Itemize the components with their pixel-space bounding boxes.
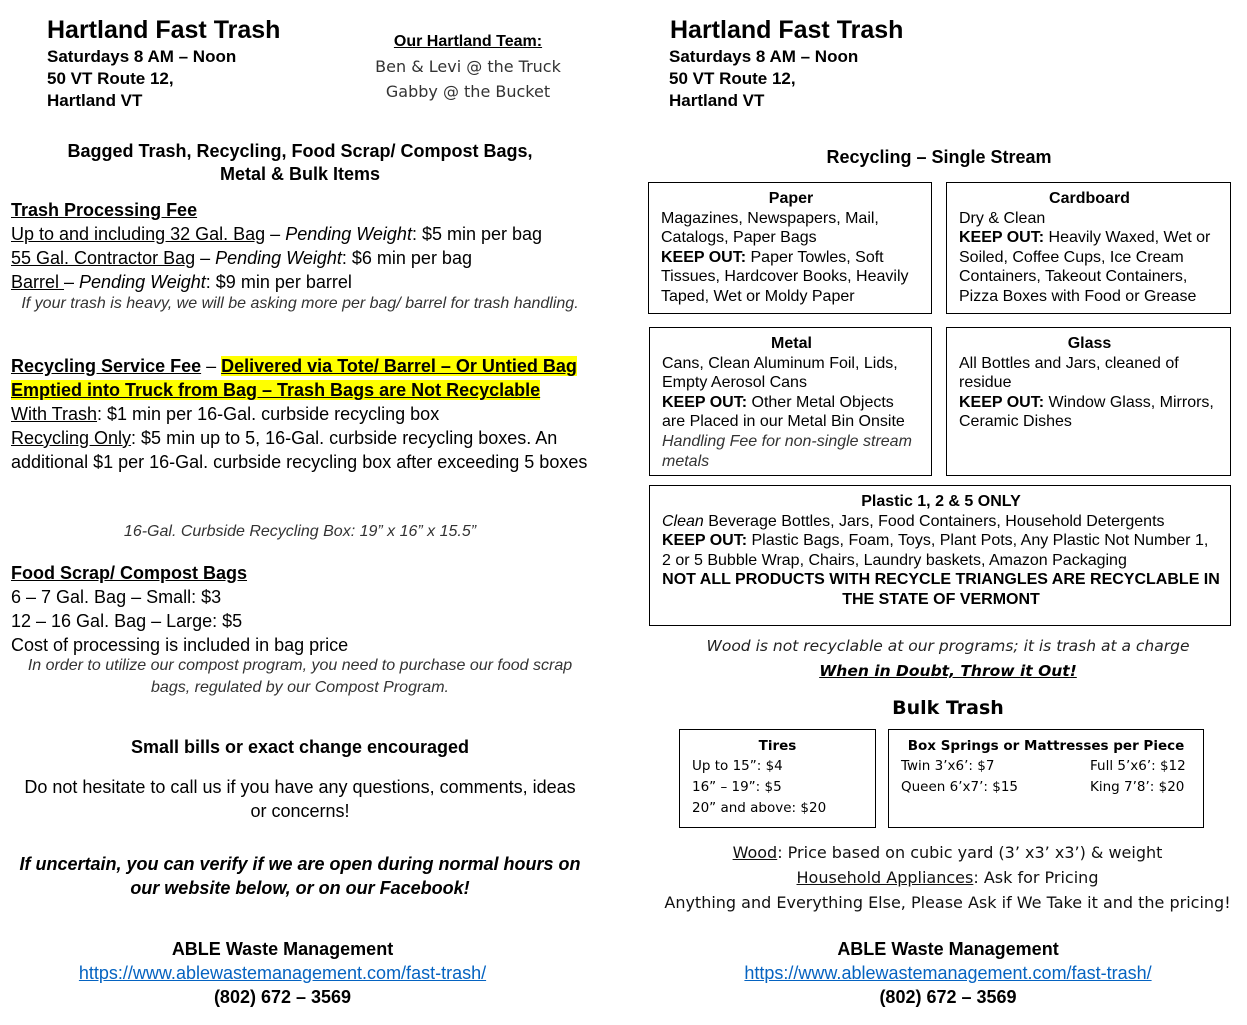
trash-row-price: : $5 min per bag [411,224,543,244]
call-us-text: Do not hesitate to call us if you have any questions, comments, ideas or concerns! [24,777,576,821]
metal-title: Metal [771,335,812,352]
keep-out-label: KEEP OUT: [662,393,748,411]
keep-out-label: KEEP OUT: [662,532,748,550]
wood-label: Wood [732,843,778,862]
dash: – [64,272,80,292]
recycling-box-size-note: 16-Gal. Curbside Recycling Box: 19” x 16” x 15.5” [123,523,477,540]
left-address-line1: 50 VT Route 12, [47,69,174,88]
paper-accept: Magazines, Newspapers, Mail, Catalogs, Paper Bags [661,209,879,247]
metal-note: Handling Fee for non-single stream metals [662,432,912,470]
keep-out-label: KEEP OUT: [661,248,747,266]
metal-box [649,327,932,476]
metal-keep-out [662,393,921,432]
recycling-only-text: : $5 min up to 5, 16-Gal. curbside recycling boxes. An additional $1 per 16-Gal. curbside recycling box after exceeding 5 boxes [11,428,588,472]
bulk-pricing-notes [640,840,1247,915]
company-name: ABLE Waste Management [171,939,394,959]
cardboard-keep-out-text: Heavily Waxed, Wet or Soiled, Coffee Cups, Ice Cream Containers, Takeout Containers, Pizza Boxes with Food or Grease [959,229,1211,305]
trash-row-price: : $6 min per bag [341,248,472,268]
anything-else: Anything and Everything Else, Please Ask if We Take it and the pricing! [664,893,1231,912]
dash: – [265,224,286,244]
dash: – [195,248,216,268]
trash-fee-row-32gal [11,222,596,246]
phone-number: (802) 672 – 3569 [879,987,1017,1007]
right-footer [668,937,1228,1009]
food-scrap-section [11,561,591,657]
keep-out-label: KEEP OUT: [959,229,1045,247]
tires-row: 20” and above: $20 [692,800,827,816]
plastic-keep-out [662,531,1220,570]
with-trash-text: : $1 min per 16-Gal. curbside recycling box [97,404,440,424]
mattress-box [888,729,1204,828]
trash-row-label: Up to and including 32 Gal. Bag [11,224,266,244]
wood-text: : Price based on cubic yard (3’ x3’ x3’) & weight [777,843,1163,862]
plastic-warning: NOT ALL PRODUCTS WITH RECYCLE TRIANGLES ARE RECYCLABLE IN THE STATE OF VERMONT [662,571,1220,608]
mattress-row-1 [901,756,1191,777]
right-address-line2: Hartland VT [669,91,765,110]
left-address-line2: Hartland VT [47,91,143,110]
plastic-box [649,485,1231,626]
with-trash-label: With Trash [11,404,98,424]
bulk-trash-heading: Bulk Trash [892,697,1004,719]
trash-row-label: 55 Gal. Contractor Bag [11,248,196,268]
mattress-full: Full 5’x6’: $12 [1090,758,1186,774]
trash-fee-heading: Trash Processing Fee [11,200,198,220]
pending-weight: Pending Weight [79,272,206,292]
food-scrap-large: 12 – 16 Gal. Bag – Large: $5 [11,611,243,631]
glass-keep-out-text: Window Glass, Mirrors, Ceramic Dishes [959,393,1214,431]
recycling-fee-section [11,354,591,474]
glass-title: Glass [1067,335,1112,352]
right-hours: Saturdays 8 AM – Noon [669,47,859,66]
phone-number: (802) 672 – 3569 [213,987,352,1007]
pending-weight: Pending Weight [215,248,342,268]
plastic-accept [662,512,1220,532]
trash-fee-row-55gal [11,246,596,270]
team-line-truck: Ben & Levi @ the Truck [375,57,561,76]
clean-word: Clean [662,512,704,530]
food-scrap-heading: Food Scrap/ Compost Bags [11,563,248,583]
tires-row: Up to 15”: $4 [692,758,783,774]
paper-keep-out-text: Paper Towles, Soft Tissues, Hardcover Books, Heavily Taped, Wet or Moldy Paper [661,248,909,305]
dash: – [201,356,222,376]
recycling-only-label: Recycling Only [11,428,132,448]
wood-pricing [640,840,1247,865]
tires-title: Tires [758,738,797,754]
team-heading: Our Hartland Team: [393,33,543,50]
recycling-only [11,426,591,474]
left-footer [10,937,555,1009]
cardboard-keep-out [959,228,1220,306]
cardboard-title: Cardboard [1049,190,1130,207]
appliances-pricing [640,865,1247,890]
glass-accept: All Bottles and Jars, cleaned of residue [959,354,1179,392]
small-bills-note: Small bills or exact change encouraged [130,737,470,757]
appliances-text: : Ask for Pricing [973,868,1099,887]
paper-box [648,182,932,314]
metal-accept: Cans, Clean Aluminum Foil, Lids, Empty Aerosol Cans [662,354,898,392]
tires-box [679,729,876,828]
recycling-heading: Recycling – Single Stream [826,147,1052,167]
website-link[interactable]: https://www.ablewastemanagement.com/fast-trash/ [78,963,487,983]
food-scrap-small: 6 – 7 Gal. Bag – Small: $3 [11,587,222,607]
team-line-bucket: Gabby @ the Bucket [385,82,551,101]
glass-keep-out [959,393,1220,432]
website-link[interactable]: https://www.ablewastemanagement.com/fast-trash/ [744,963,1152,983]
metal-keep-out-text: Other Metal Objects are Placed in our Metal Bin Onsite [662,393,905,431]
mattress-title: Box Springs or Mattresses per Piece [907,738,1185,754]
trash-fee-section [11,198,596,294]
trash-row-price: : $9 min per barrel [205,272,352,292]
left-main-heading [10,140,590,186]
trash-row-label: Barrel [11,272,65,292]
left-main-heading-line2: Metal & Bulk Items [219,164,381,184]
recycling-fee-heading: Recycling Service Fee [11,356,202,376]
mattress-queen: Queen 6’x7’: $15 [901,779,1018,795]
recycling-fee-highlight: Delivered via Tote/ Barrel – Or Untied Bag Emptied into Truck from Bag – Trash Bags are Not Recyclable [11,356,577,400]
glass-box [946,327,1231,476]
pending-weight: Pending Weight [285,224,412,244]
appliances-label: Household Appliances [796,868,974,887]
plastic-title: Plastic 1, 2 & 5 ONLY [861,493,1021,510]
plastic-accept-text: Beverage Bottles, Jars, Food Containers, Household Detergents [703,512,1165,530]
food-scrap-note: In order to utilize our compost program, you need to purchase our food scrap bags, regulated by our Compost Program. [27,657,573,696]
left-title: Hartland Fast Trash [47,16,281,44]
right-title: Hartland Fast Trash [670,16,904,44]
wood-note: Wood is not recyclable at our programs; it is trash at a charge [706,637,1190,655]
tires-row: 16” – 19”: $5 [692,779,782,795]
company-name: ABLE Waste Management [837,939,1059,959]
paper-title: Paper [768,190,814,207]
mattress-twin: Twin 3’x6’: $7 [901,758,995,774]
doubt-slogan: When in Doubt, Throw it Out! [819,662,1077,680]
recycling-fee-heading-line [11,354,591,402]
team-block [358,29,578,104]
right-address-line1: 50 VT Route 12, [669,69,796,88]
paper-keep-out [661,248,921,307]
trash-fee-note: If your trash is heavy, we will be asking more per bag/ barrel for trash handling. [21,295,579,312]
mattress-row-2 [901,777,1191,798]
food-scrap-cost: Cost of processing is included in bag price [11,635,349,655]
plastic-keep-out-text: Plastic Bags, Foam, Toys, Plant Pots, Any Plastic Not Number 1, 2 or 5 Bubble Wrap, Chairs, Laundry baskets, Amazon Packaging [662,532,1209,569]
keep-out-label: KEEP OUT: [959,393,1045,411]
trash-fee-row-barrel [11,270,596,294]
left-main-heading-line1: Bagged Trash, Recycling, Food Scrap/ Compost Bags, [67,141,533,161]
cardboard-box [946,182,1231,314]
cardboard-accept: Dry & Clean [959,209,1046,227]
recycling-with-trash [11,402,591,426]
mattress-king: King 7’8’: $20 [1090,779,1185,795]
uncertain-text: If uncertain, you can verify if we are open during normal hours on our website below, or on our Facebook! [19,854,581,898]
left-hours: Saturdays 8 AM – Noon [47,47,237,66]
